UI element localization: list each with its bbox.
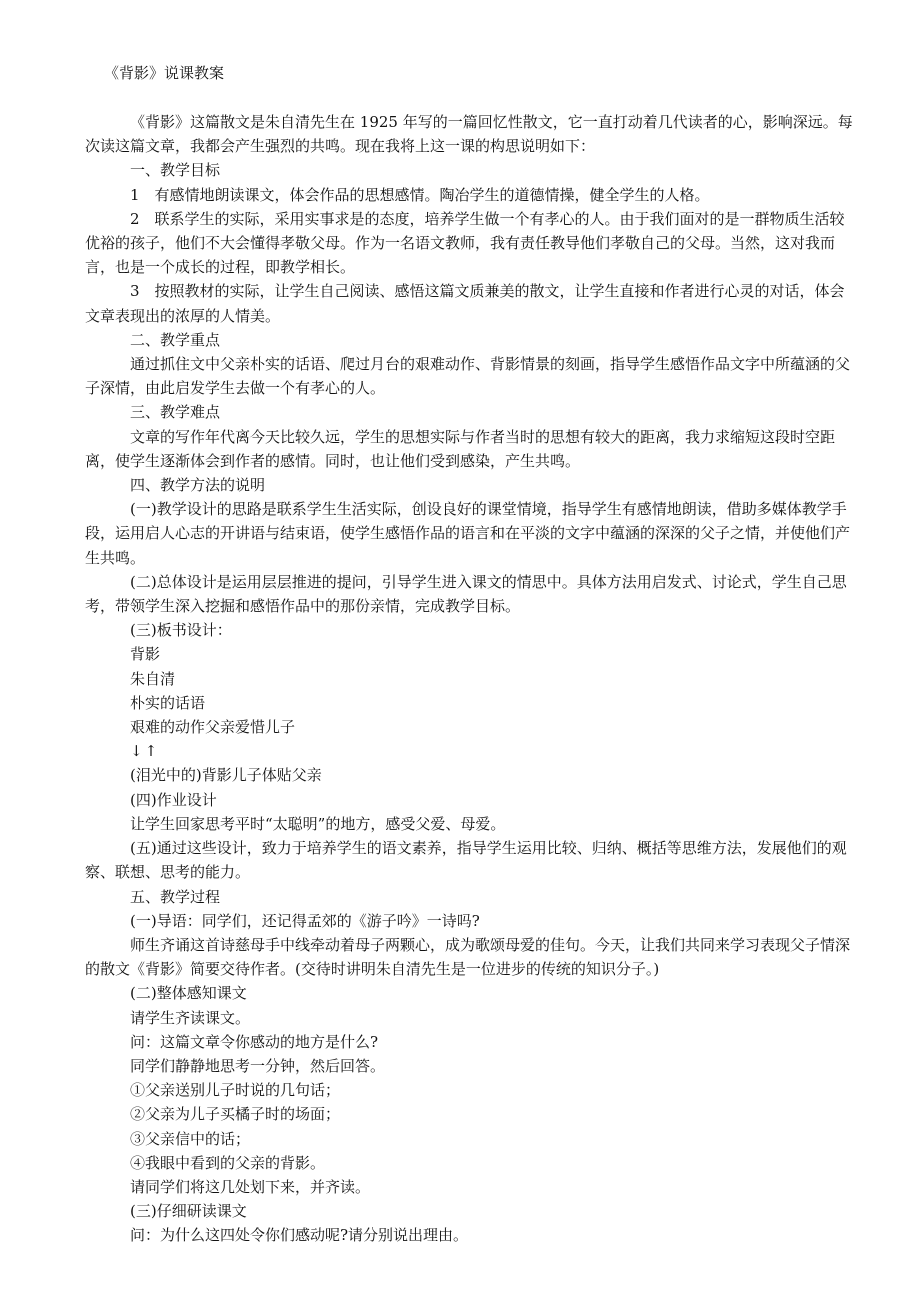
board-line: 背影 <box>130 645 161 664</box>
focus-paragraph: 通过抓住文中父亲朴实的话语、爬过月台的艰难动作、背影情景的刻画，指导学生感悟作品文字中所蕴涵的父子深情，由此启发学生去做一个有孝心的人。 <box>85 355 851 398</box>
board-arrows: ↓↑ <box>130 742 160 761</box>
process-step-2: (二)整体感知课文 <box>130 984 247 1003</box>
board-line-last: (泪光中的)背影儿子体贴父亲 <box>130 766 322 785</box>
homework-text: 让学生回家思考平时“太聪明”的地方，感受父爱、母爱。 <box>130 814 506 833</box>
process-line: 请同学们将这几处划下来，并齐读。 <box>130 1177 371 1196</box>
goal-item-1: 1 有感情地朗读课文，体会作品的思想感情。陶冶学生的道德情操，健全学生的人格。 <box>130 185 710 204</box>
process-line: ④我眼中看到的父亲的背影。 <box>130 1153 326 1172</box>
process-step-3-text: 问：为什么这四处令你们感动呢?请分别说出理由。 <box>130 1226 469 1245</box>
goal-item-3: 3 按照教材的实际，让学生自己阅读、感悟这篇文质兼美的散文，让学生直接和作者进行心灵的对话，体会文章表现出的浓厚的人情美。 <box>85 282 845 325</box>
process-step-3: (三)仔细研读课文 <box>130 1202 247 1221</box>
process-line: ①父亲送别儿子时说的几句话； <box>130 1081 341 1100</box>
section-heading-difficulty: 三、教学难点 <box>130 403 221 422</box>
process-line: ②父亲为儿子买橘子时的场面； <box>130 1105 341 1124</box>
intro-paragraph: 《背影》这篇散文是朱自清先生在 1925 年写的一篇回忆性散文，它一直打动着几代读者的心，影响深远。每次读这篇文章，我都会产生强烈的共鸣。现在我将上这一课的构思说明如下： <box>85 113 853 156</box>
document-title: 《背影》说课教案 <box>104 64 225 82</box>
process-step-1: (一)导语：同学们，还记得孟郊的《游子吟》一诗吗? <box>130 911 480 930</box>
document-body <box>85 110 858 1248</box>
process-line: 问：这篇文章令你感动的地方是什么? <box>130 1032 379 1051</box>
section-heading-focus: 二、教学重点 <box>130 330 221 349</box>
difficulty-paragraph: 文章的写作年代离今天比较久远，学生的思想实际与作者当时的思想有较大的距离，我力求缩短这段时空距离，使学生逐渐体会到作者的感情。同时，也让他们受到感染，产生共鸣。 <box>85 427 836 470</box>
process-line: ③父亲信中的话； <box>130 1129 251 1148</box>
method-item-3: (三)板书设计： <box>130 621 232 640</box>
process-line: 请学生齐读课文。 <box>130 1008 251 1027</box>
board-line: 艰难的动作父亲爱惜儿子 <box>130 718 296 737</box>
method-item-4: (四)作业设计 <box>130 790 217 809</box>
board-line: 朱自清 <box>130 669 176 688</box>
method-item-2: (二)总体设计是运用层层推进的提问，引导学生进入课文的情思中。具体方法用启发式、讨论式，学生自己思考，带领学生深入挖掘和感悟作品中的那份亲情，完成教学目标。 <box>85 572 847 616</box>
section-heading-goals: 一、教学目标 <box>130 161 221 180</box>
process-line: 同学们静静地思考一分钟，然后回答。 <box>130 1056 386 1075</box>
method-item-1: (一)教学设计的思路是联系学生生活实际，创设良好的课堂情境，指导学生有感情地朗读，借助多媒体教学手段，运用启人心志的开讲语与结束语，使学生感悟作品的语言和在平淡的文字中蕴涵的深深的父子之情，并使他们产生共鸣。 <box>85 500 851 567</box>
goal-item-2: 2 联系学生的实际，采用实事求是的态度，培养学生做一个有孝心的人。由于我们面对的是一群物质生活较优裕的孩子，他们不大会懂得孝敬父母。作为一名语文教师，我有责任教导他们孝敬自己的父母。当然，这对我而言，也是一个成长的过程，即教学相长。 <box>85 209 845 277</box>
method-item-5: (五)通过这些设计，致力于培养学生的语文素养，指导学生运用比较、归纳、概括等思维方法，发展他们的观察、联想、思考的能力。 <box>85 839 847 882</box>
board-line: 朴实的话语 <box>130 693 206 712</box>
section-heading-process: 五、教学过程 <box>130 887 221 906</box>
section-heading-methods: 四、教学方法的说明 <box>130 476 266 495</box>
process-step-1-text: 师生齐诵这首诗慈母手中线牵动着母子两颗心，成为歌颂母爱的佳句。今天，让我们共同来学习表现父子情深的散文《背影》简要交待作者。(交待时讲明朱自清先生是一位进步的传统的知识分子。) <box>85 935 851 979</box>
